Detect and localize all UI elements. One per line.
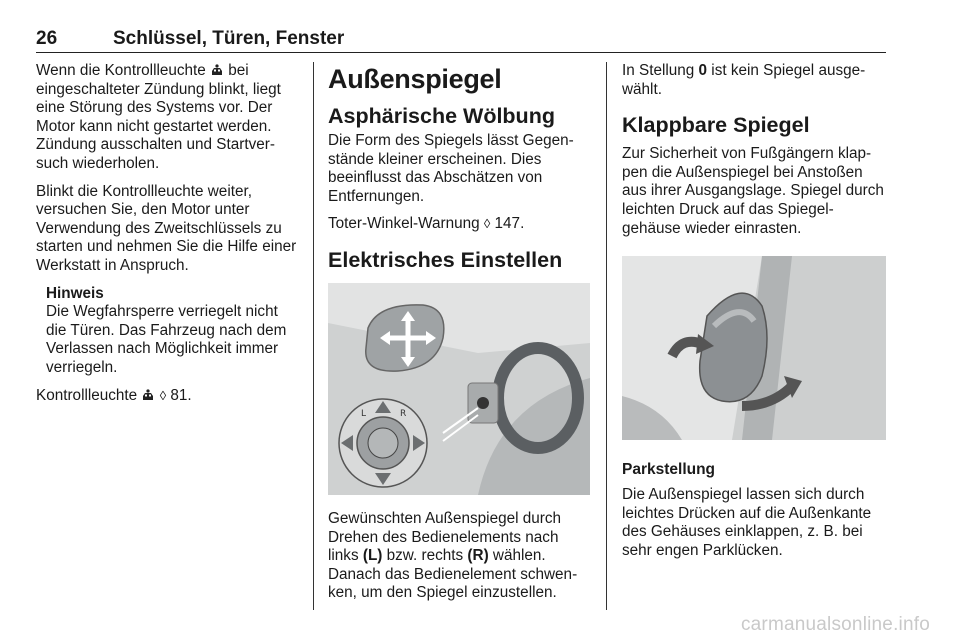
note-box xyxy=(46,285,298,378)
section-title-mirrors: Außenspiegel xyxy=(328,64,502,94)
paragraph-position-zero: In Stellung 0 ist kein Spiegel ausgewählt. xyxy=(622,62,866,98)
heading-electric-adjust: Elektrisches Einstellen xyxy=(328,247,563,272)
paragraph-blind-spot: Toter-Winkel-Warnung ◊ 147. xyxy=(328,215,525,233)
column-divider xyxy=(606,62,607,610)
paragraph-warning-blink: Wenn die Kontrollleuchte bei eingeschalteter Zündung blinkt, liegt eine Störung des Systems vor. Der Motor kann nicht gestartet werden. Zündung ausschalten und Startversuch wiederholen. xyxy=(36,62,281,172)
column-1 xyxy=(36,62,298,414)
watermark: carmanualsonline.info xyxy=(740,614,930,635)
paragraph-indicator-ref: Kontrollleuchte ◊ 81. xyxy=(36,386,192,404)
column-divider xyxy=(313,62,314,610)
heading-park-position: Parkstellung xyxy=(622,461,716,479)
mirror-adjust-figure xyxy=(328,283,590,495)
column-2 xyxy=(328,62,590,612)
folding-mirror-illustration xyxy=(622,256,886,440)
chapter-title: Schlüssel, Türen, Fenster xyxy=(113,28,345,49)
column-3 xyxy=(622,62,886,570)
note-title: Hinweis xyxy=(46,284,104,302)
page-header xyxy=(36,26,886,53)
note-text: Die Wegfahrsperre verriegelt nicht die Türen. Das Fahrzeug nach dem Verlassen nach Möglichkeit immer verriegeln. xyxy=(46,303,287,376)
knob-label-left: L xyxy=(361,408,367,419)
paragraph-park-position: Die Außenspiegel lassen sich durch leichtes Drücken auf die Außenkante des Gehäuses einklappen, z. B. bei sehr engen Parklücken. xyxy=(622,486,872,559)
paragraph-aspheric: Die Form des Spiegels lässt Gegenstände kleiner erscheinen. Dies beeinflusst das Abschätzen von Entfernungen. xyxy=(328,132,574,205)
immobiliser-warning-icon xyxy=(141,389,155,401)
page-reference-link[interactable]: 147. xyxy=(494,215,525,233)
reference-arrow-icon: ◊ xyxy=(483,216,491,232)
reference-arrow-icon: ◊ xyxy=(159,387,167,403)
immobiliser-warning-icon xyxy=(210,64,224,76)
paragraph-second-key: Blinkt die Kontrollleuchte weiter, versuchen Sie, den Motor unter Verwendung des Zweitschlüssels zu starten und nehmen Sie die Hilfe einer Werkstatt in Anspruch. xyxy=(36,182,297,274)
folding-mirror-figure xyxy=(622,256,886,440)
paragraph-folding: Zur Sicherheit von Fußgängern klappen die Außenspiegel bei Anstoßen aus ihrer Ausgangslage. Spiegel durch leichten Druck auf das Spiegelgehäuse wieder einrasten. xyxy=(622,145,884,237)
paragraph-electric-adjust: Gewünschten Außenspiegel durch Drehen des Bedienelements nach links (L) bzw. rechts (R) wählen. Danach das Bedienelement schwenken, um den Spiegel einzustellen. xyxy=(328,509,578,602)
heading-aspheric: Asphärische Wölbung xyxy=(328,104,555,128)
page-number: 26 xyxy=(36,28,58,49)
knob-label-right: R xyxy=(400,408,407,419)
heading-folding-mirrors: Klappbare Spiegel xyxy=(622,113,810,138)
mirror-adjust-illustration xyxy=(328,283,590,495)
page-reference-link[interactable]: 81. xyxy=(170,386,192,404)
